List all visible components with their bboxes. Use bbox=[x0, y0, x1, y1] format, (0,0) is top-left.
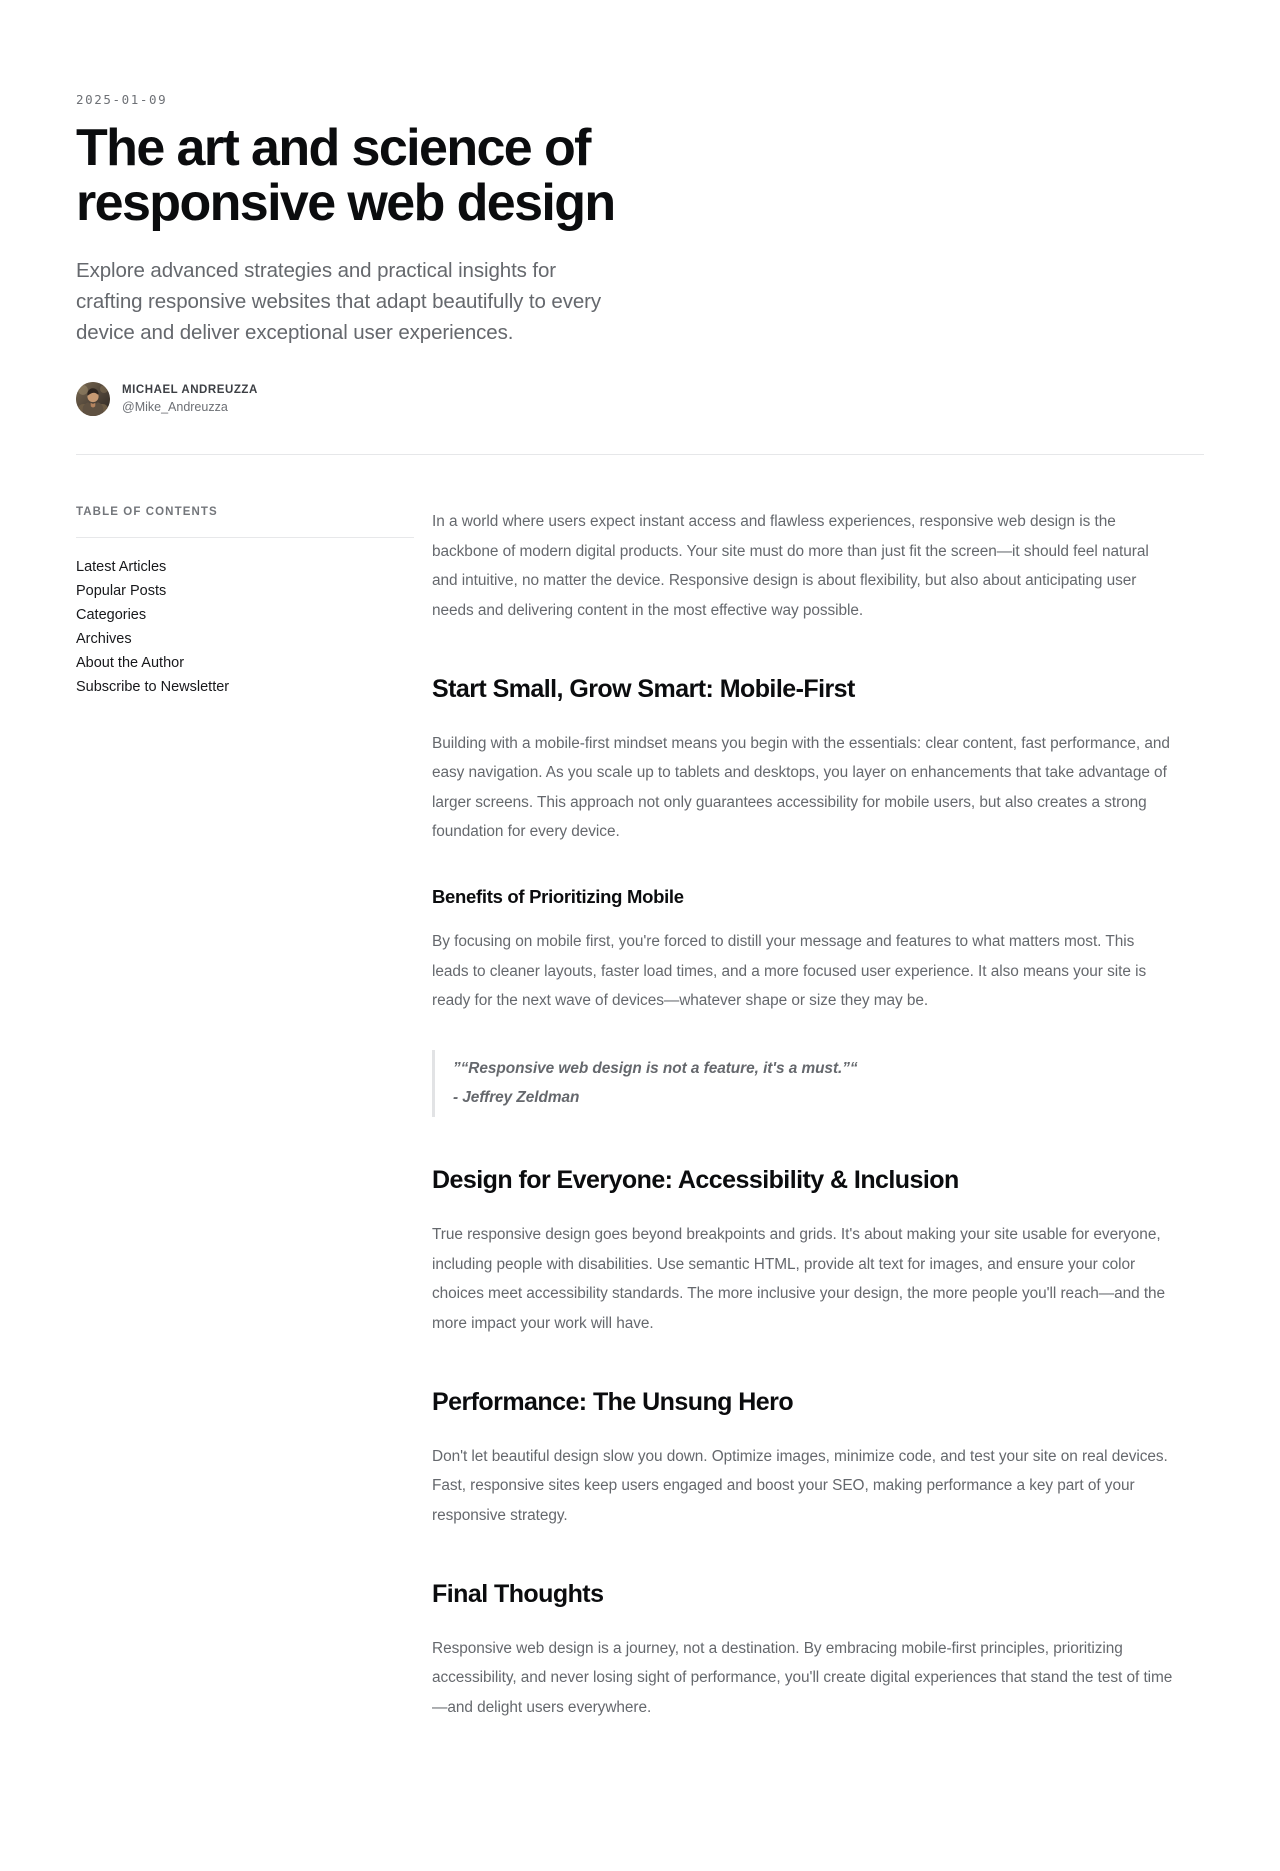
sidebar-item-archives[interactable]: Archives bbox=[76, 630, 132, 647]
toc-divider bbox=[76, 537, 414, 538]
section-paragraph-mobile-first: Building with a mobile‑first mindset means you begin with the essentials: clear content, fast performance, and easy navigation. As you scale up to tablets and desktops, you layer on enhancements that take advantage of larger screens. This approach not only guarantees accessibility for mobile users, but also creates a strong foundation for every device. bbox=[432, 734, 1170, 841]
toc-list bbox=[76, 560, 414, 704]
subsection-heading-benefits: Benefits of Prioritizing Mobile bbox=[432, 886, 684, 908]
pull-quote bbox=[432, 1050, 1174, 1117]
author-meta bbox=[122, 384, 258, 415]
publish-date: 2025-01-09 bbox=[76, 92, 168, 107]
body-columns bbox=[76, 455, 1204, 1722]
author-name: MICHAEL ANDREUZZA bbox=[122, 383, 258, 396]
quote-attribution: - Jeffrey Zeldman bbox=[453, 1089, 580, 1107]
content-wrapper bbox=[76, 0, 1204, 1723]
article-body bbox=[414, 507, 1174, 1722]
sidebar-item-latest-articles[interactable]: Latest Articles bbox=[76, 558, 167, 575]
page-title: The art and science of responsive web design bbox=[76, 118, 615, 232]
article-subtitle: Explore advanced strategies and practical insights for crafting responsive websites that adapt beautifully to every device and deliver exceptional user experiences. bbox=[76, 258, 602, 345]
sidebar-item-about-the-author[interactable]: About the Author bbox=[76, 654, 185, 671]
quote-text: ”“Responsive web design is not a feature, it's a must.”“ bbox=[453, 1059, 858, 1077]
subsection-paragraph-benefits: By focusing on mobile first, you're forced to distill your message and features to what matters most. This leads to cleaner layouts, faster load times, and a more focused user experience. It also means your site is ready for the next wave of devices—whatever shape or size they may be. bbox=[432, 933, 1147, 1010]
section-heading-final-thoughts: Final Thoughts bbox=[432, 1579, 604, 1608]
section-paragraph-accessibility: True responsive design goes beyond breakpoints and grids. It's about making your site usable for everyone, including people with disabilities. Use semantic HTML, provide alt text for images, and ensure your color choices meet accessibility standards. The more inclusive your design, the more people you'll reach—and the more impact your work will have. bbox=[432, 1226, 1166, 1332]
lead-paragraph: In a world where users expect instant access and flawless experiences, responsive web design is the backbone of modern digital products. Your site must do more than just fit the screen—it should feel natural and intuitive, no matter the device. Responsive design is about flexibility, but also about anticipating user needs and delivering content in the most effective way possible. bbox=[432, 513, 1149, 619]
author-block[interactable] bbox=[76, 382, 1204, 416]
section-paragraph-performance: Don't let beautiful design slow you down. Optimize images, minimize code, and test your site on real devices. Fast, responsive sites keep users engaged and boost your SEO, making performance a key part of your responsive strategy. bbox=[432, 1447, 1168, 1524]
table-of-contents bbox=[76, 507, 414, 704]
article-header bbox=[76, 94, 1204, 455]
avatar bbox=[76, 382, 110, 416]
author-handle[interactable]: @Mike_Andreuzza bbox=[122, 399, 228, 414]
section-heading-mobile-first: Start Small, Grow Smart: Mobile‑First bbox=[432, 674, 855, 703]
section-heading-performance: Performance: The Unsung Hero bbox=[432, 1387, 794, 1416]
sidebar-item-categories[interactable]: Categories bbox=[76, 606, 147, 623]
section-heading-accessibility: Design for Everyone: Accessibility & Inclusion bbox=[432, 1166, 959, 1194]
sidebar-item-popular-posts[interactable]: Popular Posts bbox=[76, 582, 167, 599]
toc-heading: TABLE OF CONTENTS bbox=[76, 506, 218, 519]
section-paragraph-final-thoughts: Responsive web design is a journey, not a destination. By embracing mobile‑first principles, prioritizing accessibility, and never losing sight of performance, you'll create digital experiences that stand the test of time—and delight users everywhere. bbox=[432, 1639, 1173, 1716]
sidebar-item-subscribe-to-newsletter[interactable]: Subscribe to Newsletter bbox=[76, 678, 230, 695]
